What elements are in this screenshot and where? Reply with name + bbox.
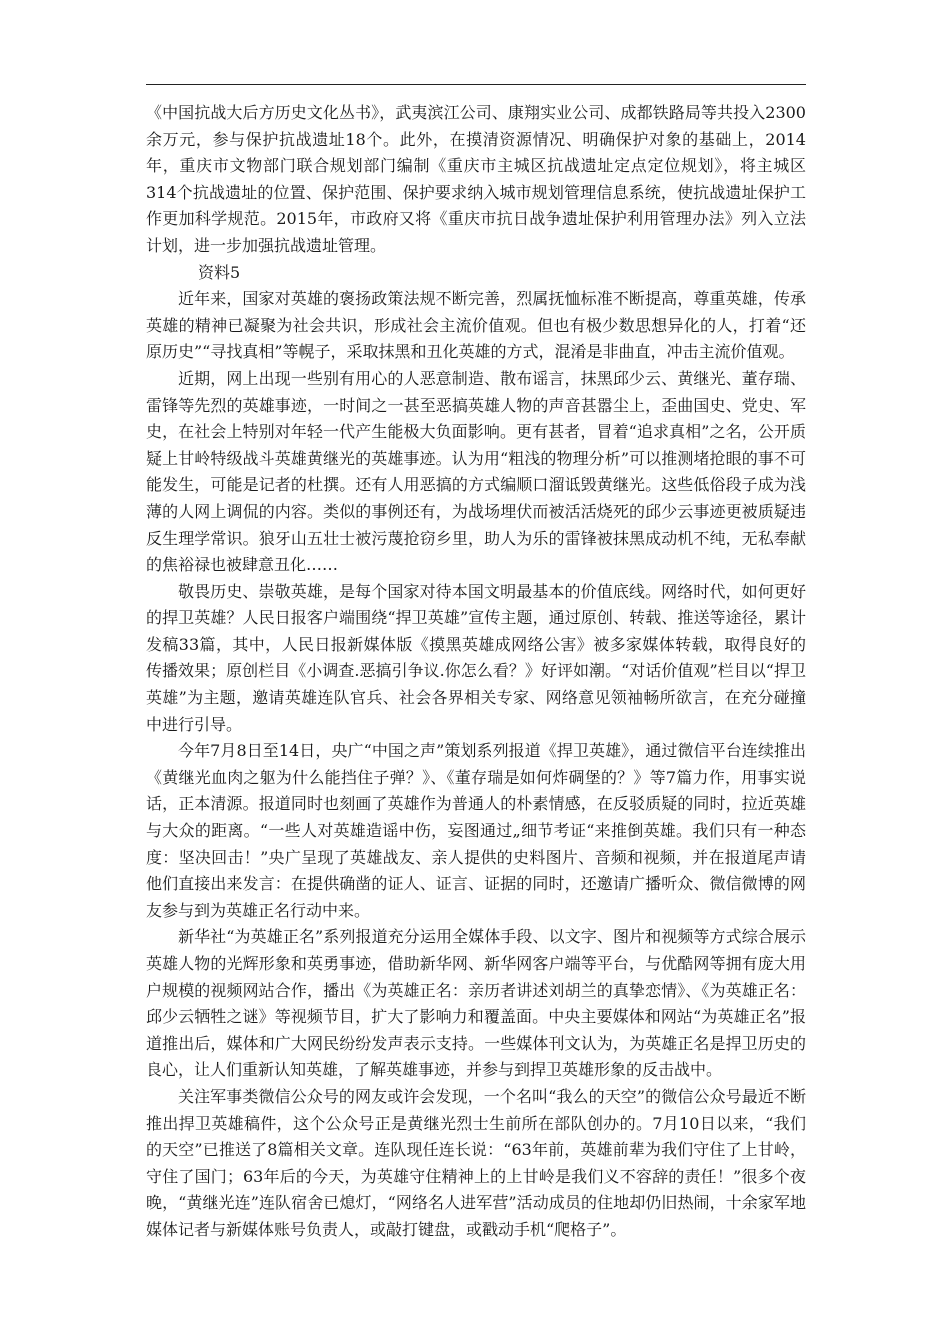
- paragraph: 敬畏历史、崇敬英雄，是每个国家对待本国文明最基本的价值底线。网络时代，如何更好的捍卫英雄？人民日报客户端围绕“捍卫英雄”宣传主题，通过原创、转载、推送等途径，累计发稿33篇，其中，人民日报新媒体版《摸黑英雄成网络公害》被多家媒体转载，取得良好的传播效果；原创栏目《小调查.恶搞引争议.你怎么看？》好评如潮。“对话价值观”栏目以“捍卫英雄”为主题，邀请英雄连队官兵、社会各界相关专家、网络意见领袖畅所欲言，在充分碰撞中进行引导。: [146, 581, 806, 734]
- paragraph: 今年7月8日至14日，央广“中国之声”策划系列报道《捍卫英雄》，通过微信平台连续推出《黄继光血肉之躯为什么能挡住子弹？》、《董存瑞是如何炸碉堡的？》等7篇力作，用事实说话，正本清源。报道同时也刻画了英雄作为普通人的朴素情感，在反驳质疑的同时，拉近英雄与大众的距离。“一些人对英雄造谣中伤，妄图通过„细节考证“来推倒英雄。我们只有一种态度：坚决回击！”央广呈现了英雄战友、亲人提供的史料图片、音频和视频，并在报道尾声请他们直接出来发言：在提供确凿的证人、证言、证据的同时，还邀请广播听众、微信微博的网友参与到为英雄正名行动中来。: [146, 741, 806, 920]
- paragraph: 关注军事类微信公众号的网友或许会发现，一个名叫“我么的天空”的微信公众号最近不断推出捍卫英雄稿件，这个公众号正是黄继光烈士生前所在部队创办的。7月10日以来，“我们的天空”已推送了8篇相关文章。连队现任连长说：“63年前，英雄前辈为我们守住了上甘岭，守住了国门；63年后的今天，为英雄守住精神上的上甘岭是我们义不容辞的责任！”很多个夜晚，“黄继光连”连队宿舍已熄灯，“网络名人进军营”活动成员的住地却仍旧热闹，十余家军地媒体记者与新媒体账号负责人，或敲打键盘，或戳动手机“爬格子”。: [146, 1086, 806, 1239]
- section-label: 资料5: [198, 262, 241, 282]
- header-rule: [146, 84, 806, 85]
- paragraph-continued: 《中国抗战大后方历史文化丛书》，武夷滨江公司、康翔实业公司、成都铁路局等共投入2300余万元，参与保护抗战遗址18个。此外，在摸清资源情况、明确保护对象的基础上，2014年，重庆市文物部门联合规划部门编制《重庆市主城区抗战遗址定点定位规划》，将主城区314个抗战遗址的位置、保护范围、保护要求纳入城市规划管理信息系统，使抗战遗址保护工作更加科学规范。2015年，市政府又将《重庆市抗日战争遗址保护利用管理办法》列入立法计划，进一步加强抗战遗址管理。: [146, 103, 806, 255]
- paragraph: 新华社“为英雄正名”系列报道充分运用全媒体手段、以文字、图片和视频等方式综合展示英雄人物的光辉形象和英勇事迹，借助新华网、新华网客户端等平台，与优酷网等拥有庞大用户规模的视频网站合作，播出《为英雄正名：亲历者讲述刘胡兰的真挚恋情》、《为英雄正名：邱少云牺牲之谜》等视频节目，扩大了影响力和覆盖面。中央主要媒体和网站“为英雄正名”报道推出后，媒体和广大网民纷纷发声表示支持。一些媒体刊文认为，为英雄正名是捍卫历史的良心，让人们重新认知英雄，了解英雄事迹，并参与到捍卫英雄形象的反击战中。: [146, 927, 806, 1080]
- document-body: [146, 100, 806, 1244]
- paragraph: 近期，网上出现一些别有用心的人恶意制造、散布谣言，抹黑邱少云、黄继光、董存瑞、雷锋等先烈的英雄事迹，一时间之一甚至恶搞英雄人物的声音甚嚣尘上，歪曲国史、党史、军史，在社会上特别对年轻一代产生能极大负面影响。更有甚者，冒着“追求真相”之名，公开质疑上甘岭特级战斗英雄黄继光的英雄事迹。认为用“粗浅的物理分析”可以推测堵抢眼的事不可能发生，可能是记者的杜撰。还有人用恶搞的方式编顺口溜诋毁黄继光。这些低俗段子成为浅薄的人网上调侃的内容。类似的事例还有，为战场埋伏而被活活烧死的邱少云事迹更被质疑违反生理学常识。狼牙山五壮士被污蔑抢窃乡里，助人为乐的雷锋被抹黑成动机不纯，无私奉献的焦裕禄也被肆意丑化……: [146, 368, 806, 575]
- paragraph: 近年来，国家对英雄的褒扬政策法规不断完善，烈属抚恤标准不断提高，尊重英雄，传承英雄的精神已凝聚为社会共识，形成社会主流价值观。但也有极少数思想异化的人，打着“还原历史”“寻找真相”等幌子，采取抹黑和丑化英雄的方式，混淆是非曲直，冲击主流价值观。: [146, 289, 806, 362]
